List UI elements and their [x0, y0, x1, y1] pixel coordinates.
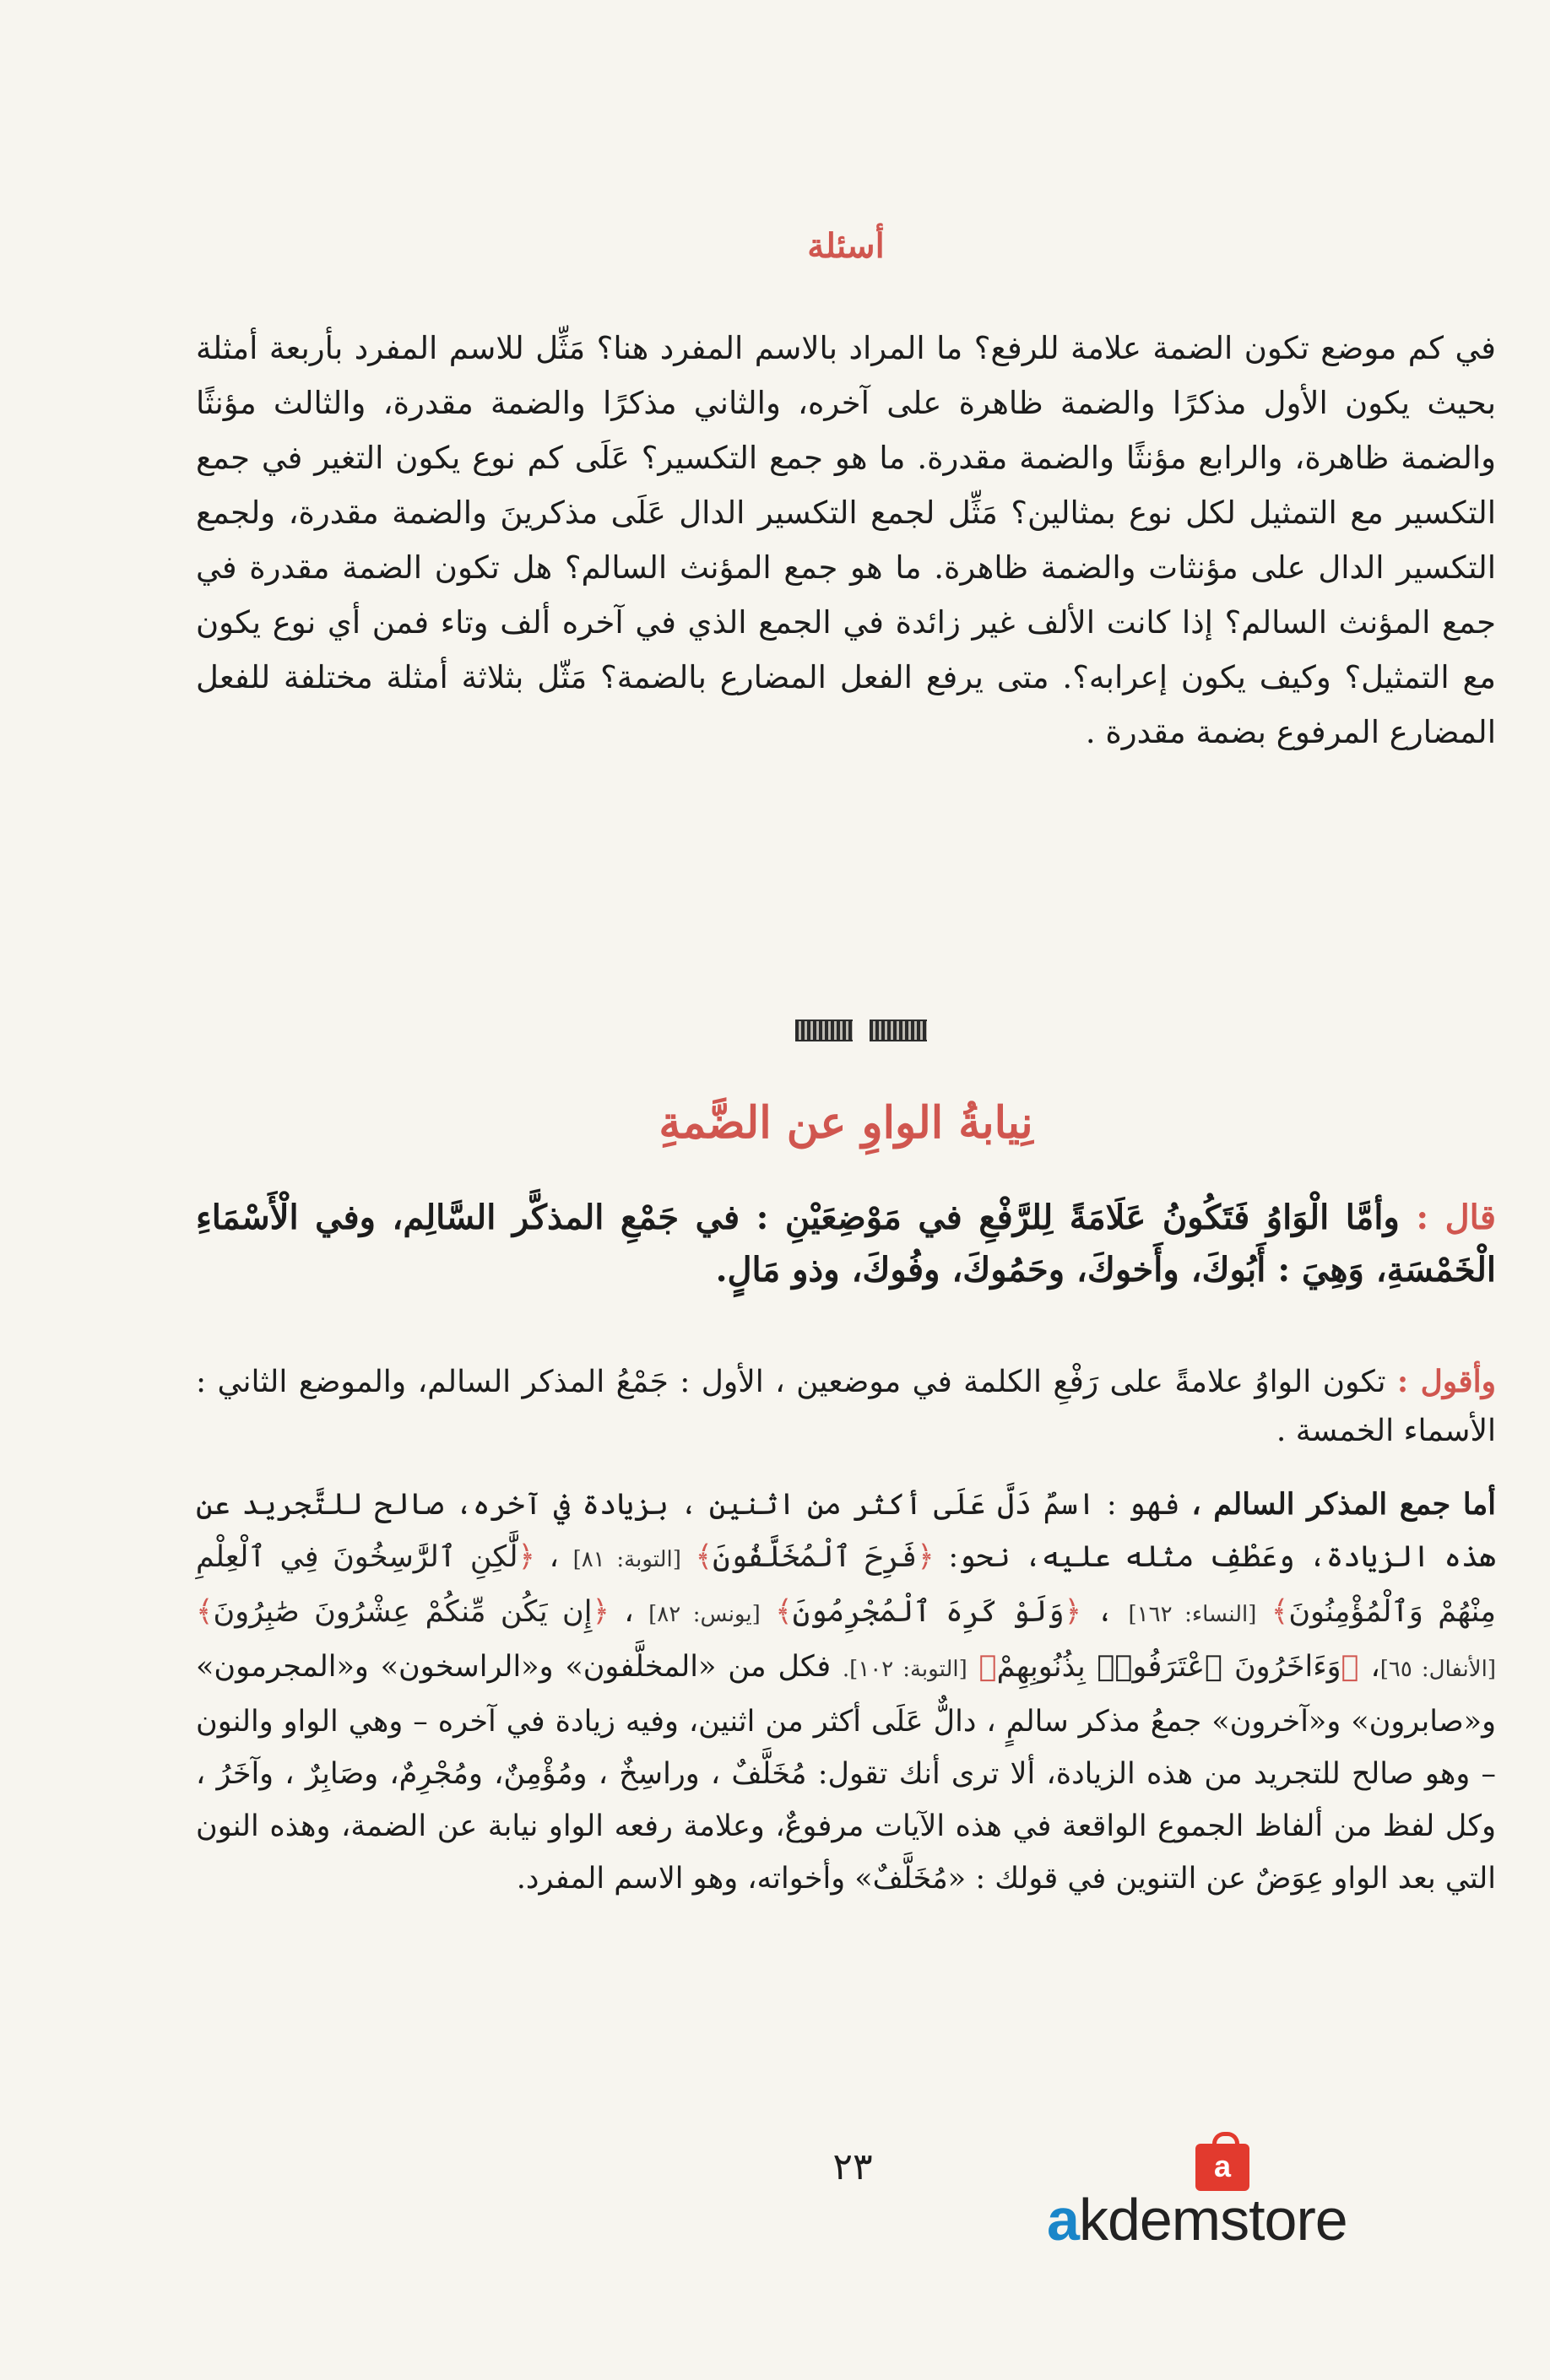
qala-text: وأمَّا الْوَاوُ فَتَكُونُ عَلَامَةً لِلرَّفْعِ في مَوْضِعَيْنِ : في جَمْعِ المذكَّر السَّالِم، وفي الْأَسْمَاءِ الْخَمْسَةِ، وَهِيَ : أَبُوكَ، وأَخوكَ، وحَمُوكَ، وفُوكَ، وذو مَالٍ. [196, 1198, 1496, 1290]
quran-bracket-icon: ﴿ [592, 1595, 610, 1629]
questions-paragraph: في كم موضع تكون الضمة علامة للرفع؟ ما المراد بالاسم المفرد هنا؟ مَثِّل للاسم المفرد بأربعة أمثلة بحيث يكون الأول مذكرًا والضمة ظاهرة على آخره، والثاني مذكرًا والضمة مقدرة، والثالث مؤنثًا والضمة ظاهرة، والرابع مؤنثًا والضمة مقدرة. ما هو جمع التكسير؟ عَلَى كم نوع يكون التغير في جمع التكسير مع التمثيل لكل نوع بمثالين؟ مَثِّل لجمع التكسير الدال عَلَى مذكرينَ والضمة مقدرة، ولجمع التكسير الدال على مؤنثات والضمة ظاهرة. ما هو جمع المؤنث السالم؟ هل تكون الضمة مقدرة في جمع المؤنث السالم؟ إذا كانت الألف غير زائدة في الجمع الذي في آخره ألف وتاء فمن أي نوع يكون مع التمثيل؟ وكيف يكون إعرابه؟. متى يرفع الفعل المضارع بالضمة؟ مَثّل بثلاثة أمثلة مختلفة للفعل المضارع المرفوع بضمة مقدرة . [196, 330, 1496, 750]
quran-verse-5: وَءَاخَرُونَ ٱعْتَرَفُوا۟ بِذُنُوبِهِمْ [996, 1650, 1341, 1684]
quran-bracket-icon: ﴾ [695, 1540, 713, 1574]
quran-bracket-icon: ﴾ [1271, 1595, 1289, 1629]
body-p2: فكل من «المخلَّفون» و«الراسخون» و«المجرمون» و«صابرون» و«آخرون» جمعُ مذكر سالمٍ ، دالٌّ عَلَى أكثر من اثنين، وفيه زيادة في آخره – وهي الواو والنون – وهو صالح للتجريد من هذه الزيادة، ألا ترى أنك تقول: مُخَلَّفٌ ، وراسِخٌ ، ومُؤْمِنٌ، ومُجْرِمٌ، وصَابِرٌ ، وآخَرُ ، وكل لفظ من ألفاظ الجموع الواقعة في هذه الآيات مرفوعٌ، وعلامة رفعه الواو نيابة عن الضمة، وهذه النون التي بعد الواو عِوَضٌ عن التنوين في قولك : «مُخَلَّفٌ» وأخواته، وهو الاسم المفرد. [196, 1650, 1496, 1896]
brand-wordmark: akdemstore [1047, 2187, 1347, 2253]
qala-label: قال : [1416, 1198, 1496, 1237]
verse-ref-1: [التوبة: ٨١] [572, 1547, 681, 1572]
quran-bracket-icon: ﴾ [978, 1650, 997, 1684]
body-p1: فهو : اسمٌ دَلَّ عَلَى أكثر من اثنين ، بزيادة في آخره، صالح للتَّجريد عن هذه الزيادة، وعَطْفِ مثله عليه، نحو: [196, 1488, 1496, 1574]
section-title: نِيابةُ الواوِ عن الضَّمةِ [658, 1097, 1033, 1149]
quran-verse-1: فَرِحَ ٱلْمُخَلَّفُونَ [713, 1540, 918, 1574]
shopping-bag-icon: a [1195, 2144, 1249, 2191]
quran-bracket-icon: ﴿ [518, 1540, 536, 1574]
quran-verse-4: إِن يَكُن مِّنكُمْ عِشْرُونَ صَٰبِرُونَ [213, 1595, 593, 1629]
questions-title: أسئلة [807, 226, 885, 266]
quran-verse-2: لَّٰكِنِ ٱلرَّٰسِخُونَ فِي ٱلْعِلْمِ مِنْهُمْ وَٱلْمُؤْمِنُونَ [196, 1540, 1496, 1629]
verse-ref-4: [الأنفال: ٦٥] [1379, 1657, 1496, 1682]
quran-verse-3: وَلَوْ كَرِهَ ٱلْمُجْرِمُونَ [792, 1595, 1065, 1629]
quran-bracket-icon: ﴿ [1064, 1595, 1082, 1629]
verse-ref-2: [النساء: ١٦٢] [1128, 1602, 1257, 1627]
body-paragraph: أما جمع المذكر السالم ، فهو : اسمٌ دَلَّ عَلَى أكثر من اثنين ، بزيادة في آخره، صالح للتَّجريد عن هذه الزيادة، وعَطْفِ مثله عليه، نحو: ﴿فَرِحَ ٱلْمُخَلَّفُونَ﴾ [التوبة: ٨١] ، ﴿لَّٰكِنِ ٱلرَّٰسِخُونَ فِي ٱلْعِلْمِ مِنْهُمْ وَٱلْمُؤْمِنُونَ﴾ [النساء: ١٦٢] ، ﴿وَلَوْ كَرِهَ ٱلْمُجْرِمُونَ﴾ [يونس: ٨٢] ، ﴿إِن يَكُن مِّنكُمْ عِشْرُونَ صَٰبِرُونَ﴾ [الأنفال: ٦٥]، ﴿وَءَاخَرُونَ ٱعْتَرَفُوا۟ بِذُنُوبِهِمْ﴾ [التوبة: ١٠٢]. فكل من «المخلَّفون» و«الراسخون» و«المجرمون» و«صابرون» و«آخرون» جمعُ مذكر سالمٍ ، دالٌّ عَلَى أكثر من اثنين، وفيه زيادة في آخره – وهي الواو والنون – وهو صالح للتجريد من هذه الزيادة، ألا ترى أنك تقول: مُخَلَّفٌ ، وراسِخٌ ، ومُؤْمِنٌ، ومُجْرِمٌ، وصَابِرٌ ، وآخَرُ ، وكل لفظ من ألفاظ الجموع الواقعة في هذه الآيات مرفوعٌ، وعلامة رفعه الواو نيابة عن الضمة، وهذه النون التي بعد الواو عِوَضٌ عن التنوين في قولك : «مُخَلَّفٌ» وأخواته، وهو الاسم المفرد. [196, 1487, 1496, 1896]
section-divider-ornament [794, 1020, 929, 1040]
verse-ref-5: [التوبة: ١٠٢]. [842, 1657, 967, 1682]
quran-bracket-icon: ﴿ [917, 1540, 935, 1574]
quran-bracket-icon: ﴿ [1341, 1650, 1359, 1684]
aqul-label: وأقول : [1396, 1364, 1496, 1399]
qala-quote [196, 1192, 1496, 1296]
aqul-text: تكون الواوُ علامةً على رَفْعِ الكلمة في موضعين ، الأول : جَمْعُ المذكر السالم، والموضع الثاني : الأسماء الخمسة . [196, 1365, 1496, 1448]
quran-bracket-icon: ﴾ [196, 1595, 214, 1629]
verse-ref-3: [يونس: ٨٢] [648, 1602, 761, 1627]
page-number: ٢٣ [832, 2145, 873, 2188]
body-lead: أما جمع المذكر السالم ، [1191, 1487, 1496, 1522]
aqul-paragraph [196, 1357, 1496, 1456]
quran-bracket-icon: ﴾ [775, 1595, 793, 1629]
akdemstore-watermark-logo [1047, 2144, 1435, 2262]
